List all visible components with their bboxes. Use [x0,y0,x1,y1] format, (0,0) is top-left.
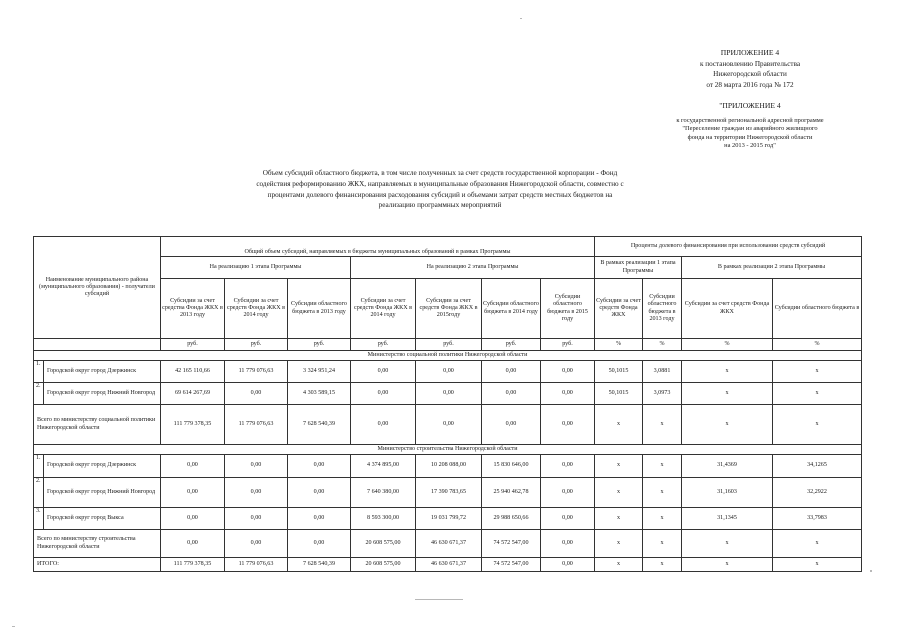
cell: 11 779 076,63 [225,361,288,383]
cell: 111 779 378,35 [161,558,225,572]
unit-cell: % [643,339,682,351]
total-name: Всего по министерству строительства Нижегородской области [34,530,161,558]
unit-cell: % [595,339,643,351]
col-header: Субсидии областного бюджета в 2015 году [541,279,595,339]
cell: 31,4369 [682,455,773,478]
cell: 0,00 [161,478,225,508]
header-pct-stage2: В рамках реализации 2 этапа Программы [682,257,862,279]
col-header: Субсидии областного бюджета в 2013 году [643,279,682,339]
unit-cell: руб. [161,339,225,351]
program-appendix-line: фонда на территории Нижегородской области [687,133,813,141]
row-number: 1. [34,455,44,478]
cell: 0,00 [541,361,595,383]
table-row [34,530,862,558]
table-row [34,455,862,478]
cell: 0,00 [482,405,541,445]
cell: 3,0881 [643,361,682,383]
cell: 69 614 267,69 [161,383,225,405]
cell: х [773,405,862,445]
cell: 0,00 [288,508,351,530]
row-name: Городской округ город Дзержинск [44,361,161,383]
cell: х [682,405,773,445]
cell: 0,00 [541,383,595,405]
col-header: Субсидии за счет средств Фонда ЖКХ в 2014 году [351,279,416,339]
cell: х [595,478,643,508]
cell: 0,00 [416,405,482,445]
section-title: Министерство социальной политики Нижегородской области [34,351,862,361]
units-blank [34,339,161,351]
cell: 33,7983 [773,508,862,530]
cell: 0,00 [161,508,225,530]
row-number: 3. [34,508,44,530]
document-title-line: Объем субсидий областного бюджета, в том числе полученных за счет средств государственной корпорации - Фонд [262,169,618,177]
col-header: Субсидии за счет средств Фонда ЖКХ [682,279,773,339]
cell: 0,00 [482,361,541,383]
cell: 0,00 [161,530,225,558]
cell: 0,00 [416,383,482,405]
appendix-header [640,48,860,90]
unit-cell: руб. [482,339,541,351]
cell: 32,2922 [773,478,862,508]
cell: 8 593 300,00 [351,508,416,530]
cell: 11 779 076,63 [225,405,288,445]
row-number: 2. [34,478,44,508]
subsidies-table [33,236,862,572]
cell: 7 628 540,39 [288,558,351,572]
scan-speck [520,18,522,19]
cell: 50,1015 [595,361,643,383]
cell: х [643,455,682,478]
cell: 74 572 547,00 [482,558,541,572]
cell: 0,00 [288,455,351,478]
cell: 46 630 671,37 [416,558,482,572]
cell: 7 640 380,00 [351,478,416,508]
header-stage2: На реализацию 2 этапа Программы [351,257,595,279]
cell: х [595,508,643,530]
unit-cell: % [773,339,862,351]
cell: х [643,478,682,508]
cell: 34,1265 [773,455,862,478]
header-pct-stage1: В рамках реализации 1 этапа Программы [595,257,682,279]
cell: 4 303 589,15 [288,383,351,405]
program-appendix-line: к государственной региональной адресной программе [676,116,824,124]
col-header: Субсидии областного бюджета в 2014 году [482,279,541,339]
header-recipient: Наименование муниципального района (муниципального образования) - получатели субсидий [34,237,161,339]
document-title [220,168,660,211]
header-percent-group: Проценты долевого финансирования при использовании средств субсидий [595,237,862,257]
table-row [34,508,862,530]
row-name: Городской округ город Выкса [44,508,161,530]
total-name: Всего по министерству социальной политики Нижегородской области [34,405,161,445]
cell: 0,00 [351,361,416,383]
header-total-volume: Общий объем субсидий, направляемых в бюджеты муниципальных образований в рамках Программы [161,237,595,257]
section-title: Министерство строительства Нижегородской области [34,445,862,455]
appendix-line: к постановлению Правительства [699,59,801,68]
cell: 0,00 [225,383,288,405]
cell: 50,1015 [595,383,643,405]
cell: 4 374 895,00 [351,455,416,478]
col-header: Субсидии за счет средств Фонда ЖКХ [595,279,643,339]
appendix-line: Нижегородской области [713,70,787,78]
cell: 0,00 [541,530,595,558]
program-appendix-line: "Переселение граждан из аварийного жилищного [682,125,818,133]
cell: 29 988 650,66 [482,508,541,530]
row-name: Городской округ город Нижний Новгород [44,383,161,405]
row-name: Городской округ город Дзержинск [44,455,161,478]
cell: 42 165 110,66 [161,361,225,383]
row-name: Городской округ город Нижний Новгород [44,478,161,508]
document-title-line: содействия реформированию ЖКХ, направляемых в муниципальные образования Нижегородской области, совместно с [256,179,624,188]
cell: 0,00 [225,478,288,508]
cell: х [643,508,682,530]
cell: х [643,558,682,572]
program-appendix-title: "ПРИЛОЖЕНИЕ 4 [719,101,781,110]
cell: 0,00 [225,455,288,478]
cell: 11 779 076,63 [225,558,288,572]
cell: х [643,530,682,558]
unit-cell: % [682,339,773,351]
cell: 31,1603 [682,478,773,508]
unit-cell: руб. [225,339,288,351]
cell: 0,00 [351,383,416,405]
cell: х [773,558,862,572]
cell: 17 390 783,65 [416,478,482,508]
appendix-line: от 28 марта 2016 года № 172 [706,80,794,89]
unit-cell: руб. [416,339,482,351]
cell: х [682,558,773,572]
scan-speck [870,570,872,572]
col-header: Субсидии за счет средства Фонда ЖКХ в 2013 году [161,279,225,339]
cell: 31,1345 [682,508,773,530]
unit-cell: руб. [541,339,595,351]
cell: х [595,558,643,572]
header-stage1: На реализацию 1 этапа Программы [161,257,351,279]
grand-total-name: ИТОГО: [34,558,161,572]
cell: 0,00 [541,405,595,445]
cell: 111 779 378,35 [161,405,225,445]
cell: 0,00 [351,405,416,445]
table-row [34,558,862,572]
cell: 25 940 462,78 [482,478,541,508]
cell: 0,00 [541,455,595,478]
cell: х [595,405,643,445]
cell: 74 572 547,00 [482,530,541,558]
program-appendix-header [640,102,860,151]
cell: х [682,361,773,383]
table-row [34,383,862,405]
col-header: Субсидии за счет средств Фонда ЖКХ в 2015году [416,279,482,339]
col-header: Субсидии областного бюджета в 2013 году [288,279,351,339]
cell: 20 608 575,00 [351,558,416,572]
cell: 3 324 951,24 [288,361,351,383]
cell: 3,0973 [643,383,682,405]
cell: 0,00 [541,478,595,508]
cell: 0,00 [541,558,595,572]
cell: 0,00 [225,508,288,530]
cell: 0,00 [288,478,351,508]
col-header: Субсидии областного бюджета в [773,279,862,339]
table-row [34,361,862,383]
cell: х [643,405,682,445]
table-row [34,478,862,508]
cell: 10 208 088,00 [416,455,482,478]
cell: 0,00 [541,508,595,530]
unit-cell: руб. [351,339,416,351]
cell: 20 608 575,00 [351,530,416,558]
scan-line [415,599,463,600]
cell: х [595,530,643,558]
cell: 0,00 [482,383,541,405]
cell: 15 830 646,00 [482,455,541,478]
cell: х [682,383,773,405]
document-title-line: процентами долевого финансирования расходования субсидий и объемами затрат средств местных бюджетов на [267,190,613,199]
document-title-line: реализацию программных мероприятий [378,201,502,210]
cell: х [595,455,643,478]
cell: 19 031 799,72 [416,508,482,530]
cell: 0,00 [288,530,351,558]
cell: х [682,530,773,558]
cell: 0,00 [161,455,225,478]
cell: х [773,530,862,558]
program-appendix-line: на 2013 - 2015 год" [724,142,776,150]
row-number: 1. [34,361,44,383]
col-header: Субсидии за счет средств Фонда ЖКХ в 2014 году [225,279,288,339]
cell: 7 628 540,39 [288,405,351,445]
row-number: 2. [34,383,44,405]
appendix-title: ПРИЛОЖЕНИЕ 4 [720,48,780,57]
cell: х [773,383,862,405]
cell: 0,00 [225,530,288,558]
table-row [34,405,862,445]
cell: 46 630 671,37 [416,530,482,558]
unit-cell: руб. [288,339,351,351]
scan-speck [12,626,15,627]
cell: х [773,361,862,383]
cell: 0,00 [416,361,482,383]
